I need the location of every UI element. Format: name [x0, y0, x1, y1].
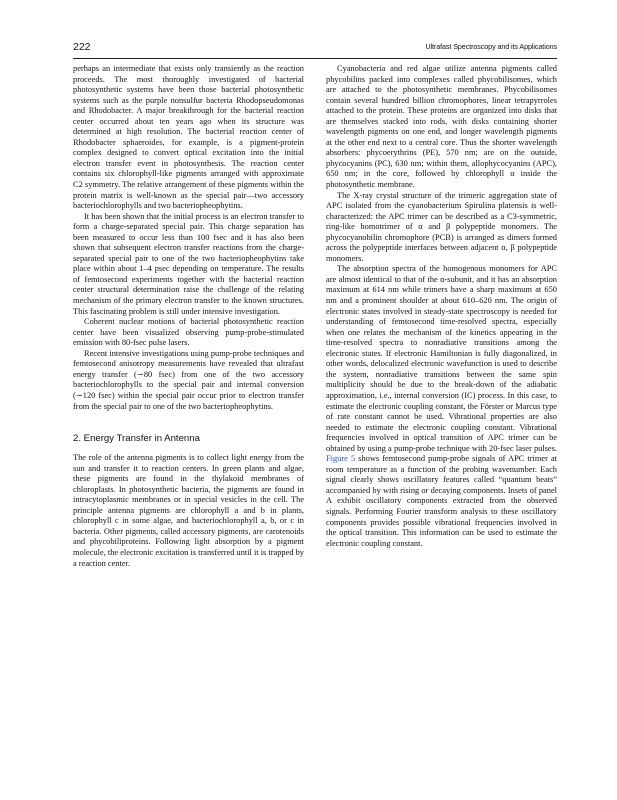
- paragraph: It has been shown that the initial process is an electron transfer to form a charge-separated special pair. This charge separation has been measured to occur less than 100 fsec and it has also been shown that subsequent electron transfer reactions from the charge-separated special pair to one of the two bacteriopheophytins take place within about 1–4 psec depending on temperature. The results of femtosecond experiments together with the bacterial reaction center structural determination raise the challenge of the relating mechanism of the primary electron transfer to the known structures. This fascinating problem is still under intensive investigation.: [73, 211, 304, 316]
- right-column: [326, 64, 557, 549]
- paragraph-text: shows femtosecond pump-probe signals of APC trimer at room temperature as a function of the probing wavenumber. Each signal clearly shows oscillatory features called “quantum beats” accompanied by with rising or decaying components. Insets of panel A exhibit oscillatory components extracted from the observed signals. Performing Fourier transform analysis to these oscillatory components provides possible vibrational frequencies involved in the optical transition. This information can be used to estimate the electronic coupling constant.: [326, 454, 557, 548]
- paragraph: The X-ray crystal structure of the trimeric aggregation state of APC isolated from the cyanobacterium Spirulina platensis is well-characterized: the APC trimer can be described as a C3-symmetric, ring-like homotrimer of α and β polypeptide monomers. The phycocyanobilin chromophore (PCB) is arranged as dimers formed across the polypeptide interfaces between adjacent α, β polypeptide monomers.: [326, 190, 557, 263]
- paragraph: Recent intensive investigations using pump-probe techniques and femtosecond anisotropy measurements have revealed that ultrafast energy transfer (∼80 fsec) from one of the two accessory bacteriochlorophylls to the special pair and internal conversion (∼120 fsec) within the special pair occur prior to electron transfer from the special pair to one of the two bacteriopheophytins.: [73, 348, 304, 411]
- paragraph-text: The absorption spectra of the homogenous monomers for APC are almost identical to that of the α-subunit, and it has an absorption maximum at 614 nm while trimers have a sharp maximum at 650 nm and a prominent shoulder at about 610–620 nm. The origin of electronic states involved in steady-state spectroscopy is needed for understanding of femtosecond time-resolved spectra, especially when one relates the mechanism of the kinetics appearing in the time-resolved spectra to nonradiative transitions among the electronic states. If electronic Hamiltonian is fully diagonalized, in other words, delocalized electronic wavefunction is used to describe the system, nonradiative transitions between the same spin multiplicity should be due to the break-down of the adiabatic approximation, i.e., internal conversion (IC) process. In this case, to estimate the electronic coupling constant, the Förster or Marcus type of rate constant cannot be used. Vibrational properties are also needed to estimate the electronic coupling constant. Vibrational frequencies involved in optical transition of APC trimer can be obtained by using a pump-probe technique with 20-fsec laser pulses.: [326, 264, 557, 453]
- section-heading: 2. Energy Transfer in Antenna: [73, 433, 200, 445]
- page-header: [73, 41, 557, 55]
- paragraph: The role of the antenna pigments is to collect light energy from the sun and transfer it to reaction centers. In green plants and algae, these pigments are found in the thylakoid membranes of chloroplasts. In photosynthetic bacteria, the pigments are found in intracytoplasmic membranes or in special vesicles in the cell. The principle antenna pigments are chlorophyll a and b in plants, chlorophyll c in some algae, and bacteriochlorophyll a, b, or c in bacteria. Other pigments, called accessory pigments, are carotenoids and phycobiliproteins. Following light absorption by a pigment molecule, the electronic excitation is transferred until it is trapped by a reaction center.: [73, 453, 304, 568]
- paragraph: perhaps an intermediate that exists only transiently as the reaction proceeds. The most thoroughly investigated of bacterial photosynthetic systems have been those bacterial photosynthetic systems such as the purple nonsulfur bacteria Rhodopseudomonas and Rhodobacter. A major breakthrough for the bacterial reaction center occurred about ten years ago when its structure was determined at high resolution. The bacterial reaction center of Rhodobacter sphaeroides, for example, is a pigment-protein complex designed to convert optical excitation into the initial electron transfer event in photosynthesis. The reaction center contains six chlorophyll-like pigments arranged with approximate C2 symmetry. The relative arrangement of these pigments within the protein matrix is well-known as the special pair—two accessory bacteriochlorophylls and two bacteriopheophytins.: [73, 64, 304, 211]
- paragraph: Cyanobacteria and red algae utilize antenna pigments called phycobilins packed into complexes called phycobilisomes, which are attached to the photosynthetic membranes. Phycobilisomes contain several hundred billion chromophores, linear tetrapyrroles attached to the protein. These proteins are organized into disks that are themselves stacked into rods, with disks containing shorter wavelength pigments on one end, and longer wavelength pigments at the other end next to a central core. Thus the shorter wavelength absorbers: phycoerythrins (PE), 570 nm; are on the outside, phycocyanins (PC), 630 nm; within them, allophycocyanins (APC), 650 nm; in the core, followed by chlorophyll α inside the photosynthetic membrane.: [326, 64, 557, 190]
- left-column: [73, 64, 304, 569]
- page-number: 222: [73, 41, 91, 53]
- figure-5-link[interactable]: Figure 5: [326, 454, 356, 464]
- paragraph: Coherent nuclear motions of bacterial photosynthetic reaction center have been visualized observing pump-probe-stimulated emission with 80-fsec pulse lasers.: [73, 317, 304, 348]
- paragraph: [326, 264, 557, 549]
- header-rule: [73, 58, 557, 59]
- running-title: Ultrafast Spectroscopy and its Applications: [425, 42, 557, 51]
